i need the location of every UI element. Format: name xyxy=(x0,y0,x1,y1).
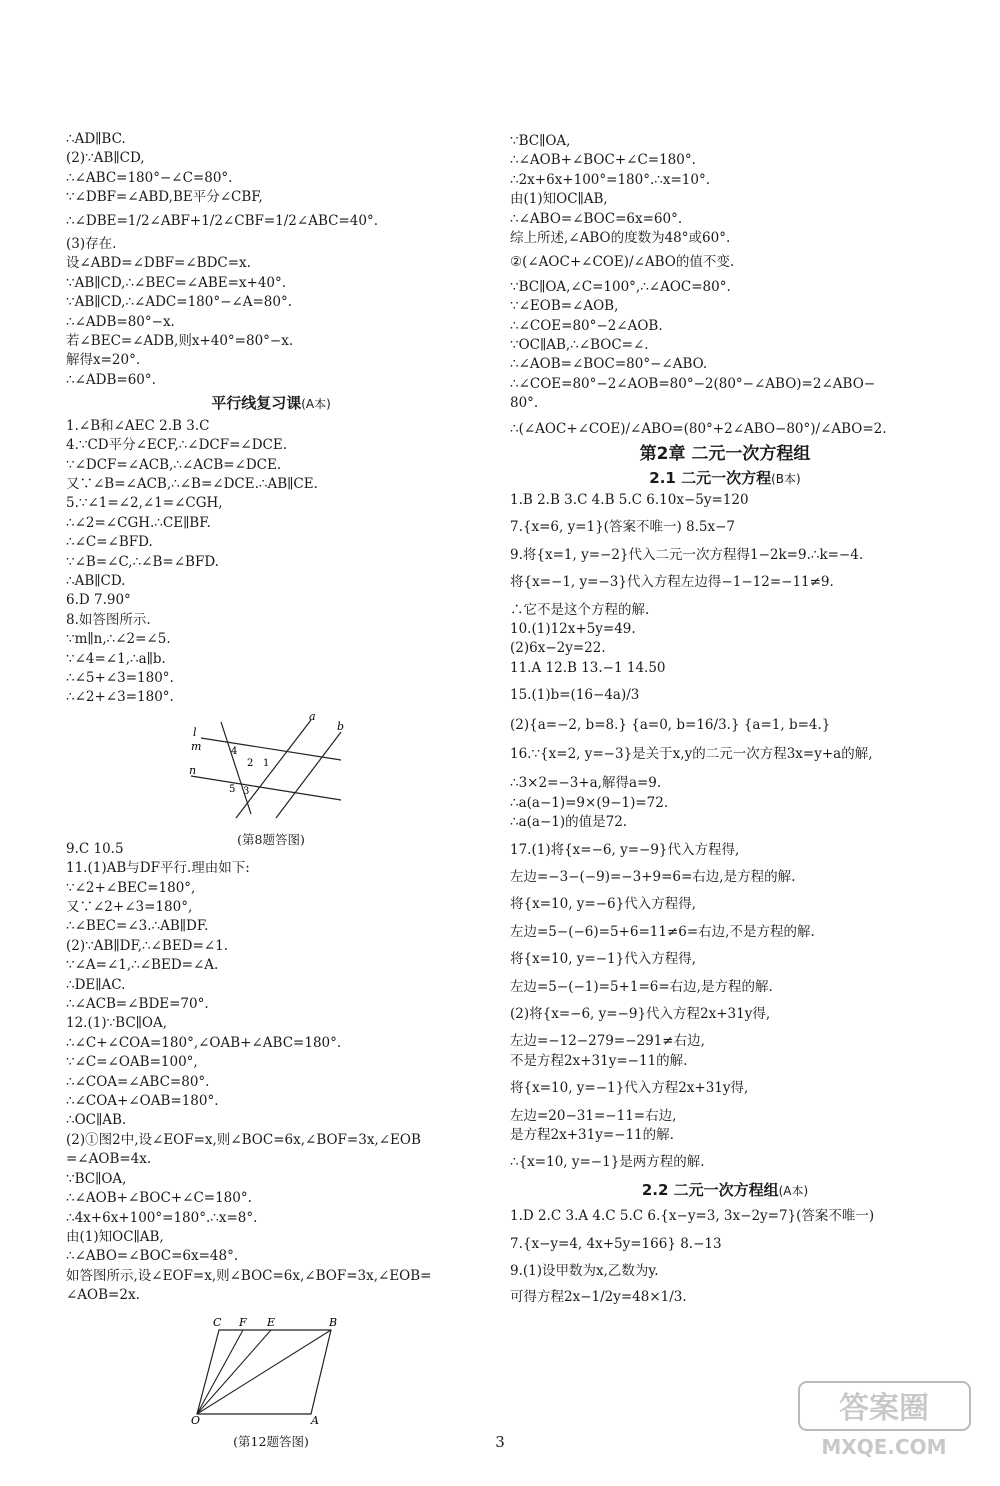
text-line: ∴∠C+∠COA=180°,∠OAB+∠ABC=180°. xyxy=(66,1034,342,1051)
right-block-1 xyxy=(510,132,940,439)
chapter-heading: 第2章 二元一次方程组 xyxy=(639,444,811,465)
section-tag: (A本) xyxy=(301,397,331,412)
text-line: ∴∠ADB=80°−x. xyxy=(66,313,175,330)
text-line: 由(1)知OC∥AB, xyxy=(66,1228,164,1245)
text-line: 7.{x=6, y=1}(答案不唯一) 8.5x−7 xyxy=(510,519,735,536)
text-line: 左边=5−(−1)=5+1=6=右边,是方程的解. xyxy=(510,978,773,995)
text-line: ∵AB∥CD,∴∠ADC=180°−∠A=80°. xyxy=(66,294,292,311)
text-line: ∴它不是这个方程的解. xyxy=(510,601,650,618)
figure-8 xyxy=(189,709,351,848)
text-line: 设∠ABD=∠DBF=∠BDC=x. xyxy=(66,255,251,272)
text-line: 左边=−3−(−9)=−3+9=6=右边,是方程的解. xyxy=(510,869,796,885)
text-line: 8.如答图所示. xyxy=(66,611,151,628)
text-line: ∴∠COA+∠OAB=180°. xyxy=(66,1093,219,1110)
text-line: 不是方程2x+31y=−11的解. xyxy=(510,1052,688,1069)
label-c: C xyxy=(213,1315,222,1329)
right-block-2 xyxy=(510,491,940,1173)
text-line: ∴4x+6x+100°=180°.∴x=8°. xyxy=(66,1209,258,1226)
text-line: ∴∠ACB=∠BDE=70°. xyxy=(66,996,209,1013)
text-line: ∴AB∥CD. xyxy=(66,572,126,589)
text-line: 左边=5−(−6)=5+6=11≠6=右边,不是方程的解. xyxy=(510,923,815,940)
figure-12 xyxy=(191,1315,351,1449)
text-line: ∵AB∥CD,∴∠BEC=∠ABE=x+40°. xyxy=(66,274,287,291)
text-line: 9.C 10.5 xyxy=(66,840,124,857)
text-line: 12.(1)∵BC∥OA, xyxy=(66,1015,168,1032)
label-b: b xyxy=(337,719,345,733)
label-n: n xyxy=(189,763,197,777)
text-line: ∴∠C=∠BFD. xyxy=(66,534,153,551)
text-line: 将{x=10, y=−1}代入方程2x+31y得, xyxy=(510,1080,749,1097)
text-line: 可得方程2x−1/2y=48×1/3. xyxy=(510,1288,687,1305)
angle-1: 1 xyxy=(263,757,270,769)
text-line: 16.∵{x=2, y=−3}是关于x,y的二元一次方程3x=y+a的解, xyxy=(510,745,873,762)
text-line: 6.D 7.90° xyxy=(66,592,131,609)
text-line: ∵∠2+∠BEC=180°, xyxy=(66,879,196,896)
angle-2: 2 xyxy=(247,757,254,769)
text-line: ∵BC∥OA, xyxy=(510,133,571,149)
angle-3: 3 xyxy=(243,785,250,797)
text-line: 9.(1)设甲数为x,乙数为y. xyxy=(510,1263,659,1280)
label-b: B xyxy=(329,1315,338,1329)
right-block-3 xyxy=(510,1207,940,1307)
text-line: ∴∠ABO=∠BOC=6x=60°. xyxy=(510,210,683,227)
label-m: m xyxy=(191,739,202,753)
text-line: (2)将{x=−6, y=−9}代入方程2x+31y得, xyxy=(510,1006,771,1023)
text-line: (2)∵AB∥CD, xyxy=(66,150,145,167)
text-line: 1.∠B和∠AEC 2.B 3.C xyxy=(66,417,210,434)
label-o: O xyxy=(191,1413,201,1427)
text-line: ∵OC∥AB,∴∠BOC=∠. xyxy=(510,337,649,354)
label-l: l xyxy=(193,725,197,739)
figure-8-caption: (第8题答图) xyxy=(237,832,305,848)
left-column xyxy=(66,130,476,1449)
text-line: ∴∠BEC=∠3.∴AB∥DF. xyxy=(66,918,209,935)
watermark-icon xyxy=(797,1380,972,1460)
text-line: ∵BC∥OA, xyxy=(66,1170,127,1187)
text-line: ∴∠ADB=60°. xyxy=(66,371,156,388)
text-line: 15.(1)b=(16−4a)/3 xyxy=(510,687,640,704)
text-line: ∴∠2=∠CGH.∴CE∥BF. xyxy=(66,514,211,531)
text-line: 由(1)知OC∥AB, xyxy=(510,191,608,208)
watermark-top-text: 答案圈 xyxy=(839,1391,929,1426)
text-line: 又∵∠B=∠ACB,∴∠B=∠DCE.∴AB∥CE. xyxy=(66,475,318,492)
text-line: 将{x=−1, y=−3}代入方程左边得−1−12=−11≠9. xyxy=(510,574,834,591)
text-line: ∵m∥n,∴∠2=∠5. xyxy=(66,631,171,648)
text-line: ∴∠AOB+∠BOC+∠C=180°. xyxy=(66,1190,252,1207)
text-line: 1.D 2.C 3.A 4.C 5.C 6.{x−y=3, 3x−2y=7}(答案不唯一) xyxy=(510,1208,875,1225)
label-a: A xyxy=(311,1413,319,1427)
section-heading-2-1 xyxy=(510,469,940,489)
angle-4: 4 xyxy=(231,745,238,757)
text-line: ∴a(a−1)的值是72. xyxy=(510,814,628,831)
label-e: E xyxy=(267,1315,276,1329)
text-line: 80°. xyxy=(510,395,539,412)
text-line: 若∠BEC=∠ADB,则x+40°=80°−x. xyxy=(66,333,294,350)
text-line: ∴∠COA=∠ABC=80°. xyxy=(66,1073,210,1090)
label-f: F xyxy=(239,1315,247,1329)
text-line: 如答图所示,设∠EOF=x,则∠BOC=6x,∠BOF=3x,∠EOB= xyxy=(66,1267,432,1284)
section-heading-review xyxy=(66,394,476,414)
text-line: ∵∠B=∠C,∴∠B=∠BFD. xyxy=(66,553,219,570)
text-line: ∴DE∥AC. xyxy=(66,976,126,993)
text-line: (2)∵AB∥DF,∴∠BED=∠1. xyxy=(66,937,228,954)
right-column xyxy=(510,132,940,1313)
text-line: 17.(1)将{x=−6, y=−9}代入方程得, xyxy=(510,841,740,858)
section-title: 平行线复习课 xyxy=(211,394,302,413)
text-line: 解得x=20°. xyxy=(66,352,141,369)
text-line: ∴{x=10, y=−1}是两方程的解. xyxy=(510,1154,705,1171)
text-line: 左边=−12−279=−291≠右边, xyxy=(510,1033,705,1050)
text-line: =∠AOB=4x. xyxy=(66,1151,152,1168)
figure-12-caption: (第12题答图) xyxy=(233,1433,309,1449)
text-line: ∵∠A=∠1,∴∠BED=∠A. xyxy=(66,957,219,974)
text-line: ∴∠COE=80°−2∠AOB=80°−2(80°−∠ABO)=2∠ABO− xyxy=(510,375,876,392)
page-number: 3 xyxy=(495,1433,505,1451)
text-line: 11.(1)AB与DF平行.理由如下: xyxy=(66,860,250,877)
watermark-logo xyxy=(797,1380,972,1460)
text-line: 综上所述,∠ABO的度数为48°或60°. xyxy=(510,230,731,247)
text-line: (2){a=−2, b=8.} {a=0, b=16/3.} {a=1, b=4.} xyxy=(510,716,831,733)
text-line: ∴∠5+∠3=180°. xyxy=(66,669,174,686)
text-line: 左边=20−31=−11=右边, xyxy=(510,1107,677,1124)
text-line: ∴∠DBE=1/2∠ABF+1/2∠CBF=1/2∠ABC=40°. xyxy=(66,212,378,229)
text-line: 1.B 2.B 3.C 4.B 5.C 6.10x−5y=120 xyxy=(510,491,749,508)
text-line: 4.∵CD平分∠ECF,∴∠DCF=∠DCE. xyxy=(66,437,288,454)
text-line: ∴a(a−1)=9×(9−1)=72. xyxy=(510,794,669,811)
figure-8-diagram xyxy=(189,709,351,824)
text-line: 5.∵∠1=∠2,∠1=∠CGH, xyxy=(66,495,223,512)
text-line: ∴OC∥AB. xyxy=(66,1112,127,1129)
label-a: a xyxy=(309,709,316,723)
text-line: ∴AD∥BC. xyxy=(66,131,126,147)
left-block-2 xyxy=(66,417,476,708)
text-line: 是方程2x+31y=−11的解. xyxy=(510,1127,674,1144)
angle-5: 5 xyxy=(229,783,236,795)
text-line: ∴3×2=−3+a,解得a=9. xyxy=(510,775,662,792)
text-line: ∵∠4=∠1,∴a∥b. xyxy=(66,650,166,667)
section-title: 2.2 二元一次方程组 xyxy=(641,1180,779,1199)
text-line: ∠AOB=2x. xyxy=(66,1287,140,1304)
text-line: ∴∠COE=80°−2∠AOB. xyxy=(510,317,663,334)
text-line: 10.(1)12x+5y=49. xyxy=(510,620,636,637)
text-line: ∵∠DBF=∠ABD,BE平分∠CBF, xyxy=(66,189,263,206)
text-line: (2)6x−2y=22. xyxy=(510,640,606,657)
text-line: 将{x=10, y=−1}代入方程得, xyxy=(510,951,696,968)
left-block-1 xyxy=(66,130,476,390)
text-line: (3)存在. xyxy=(66,236,117,253)
section-tag: (B本) xyxy=(771,471,801,486)
text-line: 7.{x−y=4, 4x+5y=166} 8.−13 xyxy=(510,1235,722,1252)
text-line: ∴∠AOB+∠BOC+∠C=180°. xyxy=(510,152,696,169)
text-line: ∵∠DCF=∠ACB,∴∠ACB=∠DCE. xyxy=(66,456,282,473)
text-line: ∵∠EOB=∠AOB, xyxy=(510,298,619,315)
text-line: ∴2x+6x+100°=180°.∴x=10°. xyxy=(510,171,710,188)
text-line: ∴(∠AOC+∠COE)/∠ABO=(80°+2∠ABO−80°)/∠ABO=2. xyxy=(510,420,887,437)
text-line: 9.将{x=1, y=−2}代入二元一次方程得1−2k=9.∴k=−4. xyxy=(510,546,864,563)
text-line: 将{x=10, y=−6}代入方程得, xyxy=(510,896,696,913)
text-line: 又∵∠2+∠3=180°, xyxy=(66,899,193,915)
text-line: (2)①图2中,设∠EOF=x,则∠BOC=6x,∠BOF=3x,∠EOB xyxy=(66,1131,421,1148)
text-line: ∴∠AOB=∠BOC=80°−∠ABO. xyxy=(510,356,708,373)
text-line: 11.A 12.B 13.−1 14.50 xyxy=(510,659,666,676)
text-line: ②(∠AOC+∠COE)/∠ABO的值不变. xyxy=(510,254,735,271)
left-block-3 xyxy=(66,840,476,1306)
text-line: ∴∠ABC=180°−∠C=80°. xyxy=(66,169,233,186)
text-line: ∵BC∥OA,∠C=100°,∴∠AOC=80°. xyxy=(510,278,731,295)
figure-12-diagram xyxy=(191,1316,351,1426)
text-line: ∴∠ABO=∠BOC=6x=48°. xyxy=(66,1248,239,1265)
text-line: ∴∠2+∠3=180°. xyxy=(66,689,174,706)
text-line: ∵∠C=∠OAB=100°, xyxy=(66,1054,198,1071)
section-tag: (A本) xyxy=(778,1183,809,1198)
watermark-bottom-text: MXQE.COM xyxy=(821,1435,947,1459)
section-heading-2-2 xyxy=(510,1181,940,1201)
section-title: 2.1 二元一次方程 xyxy=(649,468,772,487)
